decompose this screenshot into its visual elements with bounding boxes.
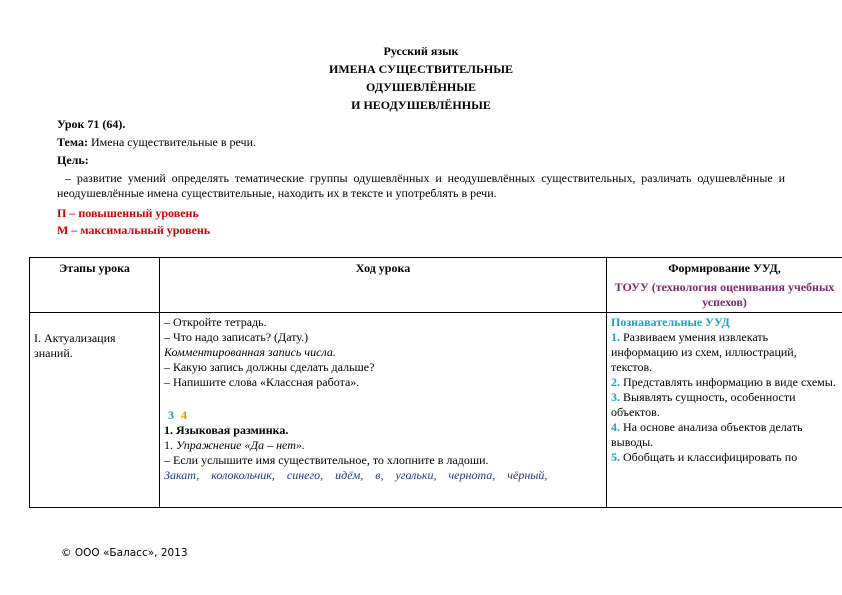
uud-item-num: 5.: [611, 450, 620, 464]
lesson-number: Урок 71 (64).: [57, 117, 126, 131]
uud-item-num: 1.: [611, 330, 620, 344]
header-course: Ход урока: [160, 258, 607, 313]
uud-cell: [607, 313, 842, 508]
topic-value: Имена существительные в речи.: [87, 135, 256, 149]
table-header-row: [30, 258, 842, 313]
exercise-instruction: – Если услышите имя существительное, то хлопните в ладоши.: [164, 453, 489, 467]
marker-4: 4: [181, 408, 187, 422]
uud-item-text: Представлять информацию в виде схемы.: [620, 375, 836, 389]
stage-cell: I. Актуализация знаний.: [30, 313, 160, 508]
warmup-title: 1. Языковая разминка.: [164, 423, 289, 437]
uud-item: [611, 390, 838, 420]
level-p: П – повышенный уровень: [57, 206, 199, 220]
table-row: [30, 313, 842, 508]
title-line-1: ИМЕНА СУЩЕСТВИТЕЛЬНЫЕ: [328, 62, 513, 76]
header-uud-line2: ТОУУ (технология оценивания учебных успехов): [614, 280, 835, 309]
copyright-footer: © ООО «Баласс», 2013: [61, 547, 188, 559]
level-markers: [164, 408, 602, 423]
subject-heading: Русский язык: [383, 44, 459, 58]
course-line: Комментированная запись числа.: [164, 345, 336, 359]
title-line-2: ОДУШЕВЛЁННЫЕ: [365, 80, 477, 94]
exercise-line: [164, 438, 602, 453]
level-m: М – максимальный уровень: [57, 223, 211, 237]
exercise-name: Упражнение «Да – нет».: [176, 438, 305, 452]
goal-text: – развитие умений определять тематические группы одушевлённых и неодушевлённых существительных, различать одушевлённые и неодушевлённые имена существительные, находить их в тексте и употреблять в речи.: [57, 171, 785, 200]
course-line: – Напишите слова «Классная работа».: [164, 375, 360, 389]
exercise-words: Закат, колокольчик, синего, идём, в, угольки, чернота, чёрный,: [164, 468, 548, 482]
lesson-table: [29, 257, 842, 508]
course-line: – Откройте тетрадь.: [164, 315, 267, 329]
goal-label: Цель:: [57, 153, 89, 167]
uud-item-num: 4.: [611, 420, 620, 434]
title-line-3: И НЕОДУШЕВЛЁННЫЕ: [351, 98, 491, 112]
uud-item: [611, 420, 838, 450]
topic-label: Тема:: [57, 135, 88, 149]
topic-line: [57, 135, 256, 150]
uud-item-text: На основе анализа объектов делать выводы.: [611, 420, 803, 449]
course-cell: [160, 313, 607, 508]
uud-item: [611, 330, 838, 375]
uud-item: [611, 450, 838, 465]
uud-title: Познавательные УУД: [611, 315, 730, 329]
course-line: – Что надо записать? (Дату.): [164, 330, 309, 344]
marker-3: 3: [168, 408, 174, 422]
uud-item-num: 3.: [611, 390, 620, 404]
header-uud: [607, 258, 842, 313]
header-stages: Этапы урока: [30, 258, 160, 313]
uud-item-text: Выявлять сущность, особенности объектов.: [611, 390, 796, 419]
uud-item-text: Обобщать и классифицировать по: [620, 450, 798, 464]
exercise-num: 1.: [164, 438, 176, 452]
uud-item: [611, 375, 838, 390]
uud-item-num: 2.: [611, 375, 620, 389]
uud-item-text: Развиваем умения извлекать информацию из схем, иллюстраций, текстов.: [611, 330, 797, 374]
course-line: – Какую запись должны сделать дальше?: [164, 360, 375, 374]
header-uud-line1: Формирование УУД,: [668, 261, 781, 275]
